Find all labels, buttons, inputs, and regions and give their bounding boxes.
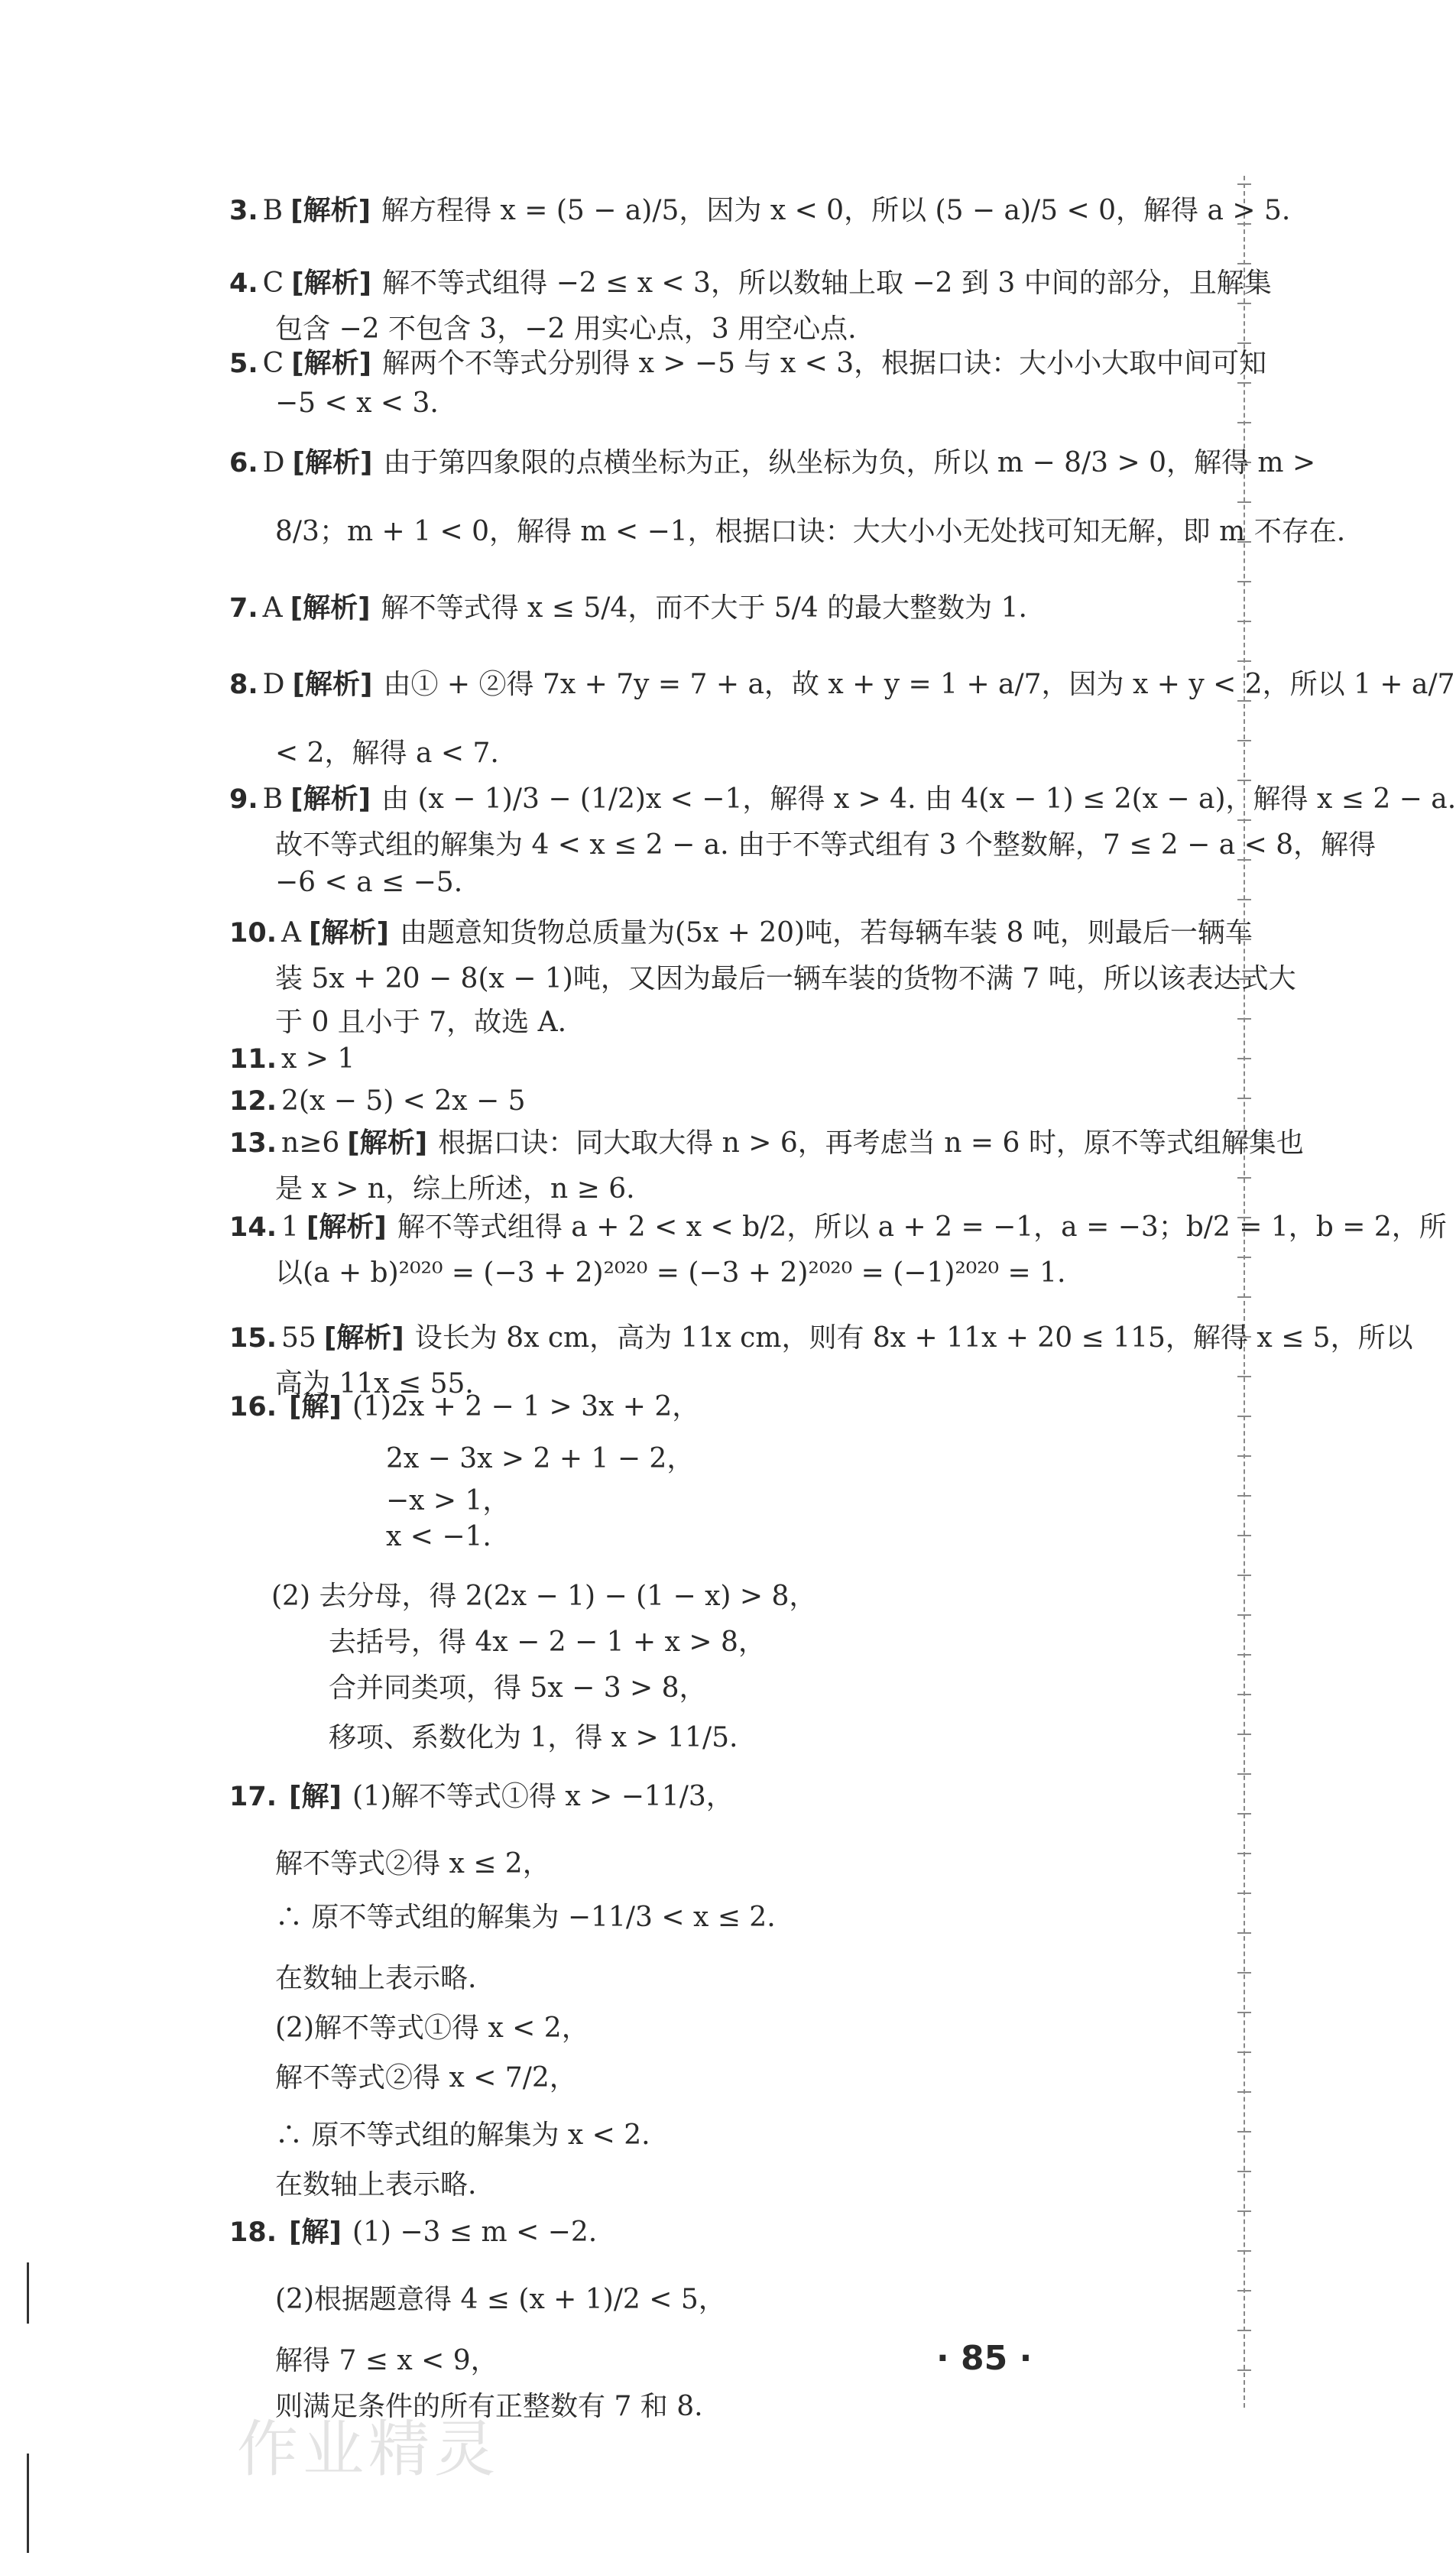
- solution-line: (2)根据题意得 4 ≤ (x + 1)/2 < 5，: [275, 2284, 726, 2315]
- answer-choice: A: [262, 592, 283, 624]
- answer-choice: C: [262, 348, 284, 379]
- cut-tick: [1237, 1972, 1251, 1974]
- solution-line: 2x − 3x > 2 + 1 − 2，: [386, 1443, 695, 1474]
- analysis-tag: [解析]: [291, 348, 372, 379]
- cut-tick: [1237, 2012, 1251, 2013]
- cut-tick: [1237, 303, 1251, 304]
- cut-tick: [1237, 1654, 1251, 1656]
- cut-tick: [1237, 700, 1251, 702]
- cut-tick: [1237, 1893, 1251, 1894]
- analysis-continuation: −5 < x < 3.: [275, 388, 439, 419]
- solution-line: (2) 去分母，得 2(2x − 1) − (1 − x) > 8，: [271, 1581, 817, 1612]
- analysis-continuation: 8/3；m + 1 < 0，解得 m < −1，根据口诀：大大小小无处找可知无解，即 m 不存在.: [275, 516, 1346, 547]
- cut-tick: [1237, 740, 1251, 741]
- question-number: 15.: [229, 1323, 277, 1354]
- question-number: 13.: [229, 1128, 277, 1159]
- analysis-text: 解两个不等式分别得 x > −5 与 x < 3，根据口诀：大小小大取中间可知: [382, 348, 1267, 379]
- analysis-tag: [解析]: [290, 592, 371, 624]
- cut-tick: [1237, 2171, 1251, 2172]
- answer-item: [229, 443, 1316, 483]
- solution-line: (2)解不等式①得 x < 2，: [275, 2013, 589, 2044]
- solution-line: 解不等式②得 x ≤ 2，: [275, 1848, 550, 1880]
- answer-item: [229, 264, 1272, 303]
- analysis-tag: [解析]: [290, 783, 371, 815]
- cut-tick: [1237, 1018, 1251, 1020]
- analysis-text: 根据口诀：同大取大得 n > 6，再考虑当 n = 6 时，原不等式组解集也: [438, 1127, 1304, 1159]
- analysis-tag: [解析]: [290, 195, 371, 226]
- solution-line: 合并同类项，得 5x − 3 > 8，: [329, 1672, 707, 1704]
- cut-tick: [1237, 1296, 1251, 1298]
- answer-item: [229, 1082, 1238, 1121]
- analysis-text: 解方程得 x = (5 − a)/5，因为 x < 0，所以 (5 − a)/5 < 0，解得 a > 5.: [381, 195, 1291, 226]
- binding-mark: [27, 2454, 29, 2553]
- analysis-tag: [解析]: [292, 447, 373, 478]
- cut-tick: [1237, 1376, 1251, 1377]
- answer-choice: A: [281, 917, 302, 949]
- analysis-continuation: 故不等式组的解集为 4 < x ≤ 2 − a. 由于不等式组有 3 个整数解，7 ≤ 2 − a < 8，解得: [275, 829, 1377, 861]
- solution-line: 移项、系数化为 1，得 x > 11/5.: [329, 1722, 738, 1753]
- cut-tick: [1237, 263, 1251, 264]
- answer-item: [229, 780, 1456, 819]
- cut-tick: [1237, 2131, 1251, 2133]
- answer-choice: B: [262, 195, 284, 226]
- analysis-text: 由 (x − 1)/3 − (1/2)x < −1，解得 x > 4. 由 4(x − 1) ≤ 2(x − a)，解得 x ≤ 2 − a.: [381, 783, 1456, 815]
- cut-tick: [1237, 1734, 1251, 1735]
- cut-tick: [1237, 1773, 1251, 1775]
- cut-tick: [1237, 1575, 1251, 1576]
- question-number: 10.: [229, 918, 277, 949]
- cut-tick: [1237, 1614, 1251, 1616]
- analysis-continuation: < 2，解得 a < 7.: [275, 738, 499, 769]
- analysis-tag: [解析]: [347, 1127, 428, 1159]
- answer-choice: 1: [281, 1211, 299, 1243]
- cut-tick: [1237, 2369, 1251, 2371]
- question-number: 12.: [229, 1086, 277, 1117]
- question-number: 3.: [229, 196, 258, 226]
- answer-17: 17. [解] (1)解不等式①得 x > −11/3，: [229, 1781, 734, 1812]
- analysis-text: 解不等式组得 −2 ≤ x < 3，所以数轴上取 −2 到 3 中间的部分，且解集: [382, 268, 1272, 299]
- analysis-tag: [解析]: [306, 1211, 387, 1243]
- answer-item: [229, 665, 1455, 705]
- analysis-continuation: 装 5x + 20 − 8(x − 1)吨，又因为最后一辆车装的货物不满 7 吨，所以该表达式大: [275, 963, 1296, 994]
- solution-line: ∴ 原不等式组的解集为 x < 2.: [275, 2120, 650, 2151]
- cut-tick: [1237, 1932, 1251, 1934]
- cut-tick: [1237, 1455, 1251, 1457]
- cut-tick: [1237, 183, 1251, 185]
- cut-tick: [1237, 859, 1251, 861]
- question-number: 14.: [229, 1212, 277, 1243]
- answer-item: [229, 1318, 1413, 1358]
- question-number: 5.: [229, 349, 258, 379]
- answer-item: [229, 191, 1291, 231]
- analysis-tag: [解析]: [323, 1322, 404, 1354]
- question-number: 11.: [229, 1044, 277, 1075]
- cut-tick: [1237, 660, 1251, 662]
- cut-tick: [1237, 819, 1251, 821]
- solution-line: 解得 7 ≤ x < 9，: [275, 2345, 498, 2376]
- cut-tick: [1237, 1058, 1251, 1059]
- cut-tick: [1237, 1853, 1251, 1854]
- analysis-continuation: 是 x > n，综上所述，n ≥ 6.: [275, 1173, 635, 1205]
- cut-tick: [1237, 1813, 1251, 1815]
- cut-tick: [1237, 382, 1251, 384]
- analysis-text: 设长为 8x cm，高为 11x cm，则有 8x + 11x + 20 ≤ 115，解得 x ≤ 5，所以: [414, 1322, 1413, 1354]
- cut-tick: [1237, 978, 1251, 980]
- answer-item: [229, 1040, 1238, 1079]
- question-number: 8.: [229, 670, 258, 700]
- solution-line: 去括号，得 4x − 2 − 1 + x > 8，: [329, 1627, 766, 1658]
- answer-choice: 2(x − 5) < 2x − 5: [281, 1085, 526, 1117]
- cut-tick: [1237, 1535, 1251, 1536]
- analysis-continuation: 以(a + b)²⁰²⁰ = (−3 + 2)²⁰²⁰ = (−3 + 2)²⁰²⁰ = (−1)²⁰²⁰ = 1.: [275, 1257, 1066, 1289]
- question-number: 9.: [229, 784, 258, 815]
- cut-tick: [1237, 1137, 1251, 1139]
- analysis-tag: [解析]: [292, 669, 373, 700]
- cut-tick: [1237, 581, 1251, 582]
- answer-item: [229, 344, 1267, 384]
- answer-item: [229, 913, 1253, 953]
- analysis-text: 解不等式组得 a + 2 < x < b/2，所以 a + 2 = −1，a = −3；b/2 = 1，b = 2，所: [397, 1211, 1447, 1243]
- cut-tick: [1237, 501, 1251, 503]
- analysis-tag: [解析]: [291, 268, 372, 299]
- analysis-text: 解不等式得 x ≤ 5/4，而不大于 5/4 的最大整数为 1.: [381, 592, 1027, 624]
- solution-line: 则满足条件的所有正整数有 7 和 8.: [275, 2391, 703, 2422]
- answer-18: 18. [解] (1) −3 ≤ m < −2.: [229, 2217, 598, 2248]
- cut-tick: [1237, 2210, 1251, 2212]
- cut-tick: [1237, 2250, 1251, 2252]
- cut-tick: [1237, 1217, 1251, 1218]
- cut-tick: [1237, 1257, 1251, 1258]
- cut-tick: [1237, 1694, 1251, 1695]
- answer-choice: x > 1: [281, 1043, 355, 1075]
- solution-line: 在数轴上表示略.: [275, 2169, 477, 2201]
- analysis-continuation: 高为 11x ≤ 55.: [275, 1368, 474, 1400]
- analysis-continuation: 包含 −2 不包含 3，−2 用实心点，3 用空心点.: [275, 313, 857, 345]
- cut-tick: [1237, 621, 1251, 622]
- answer-choice: C: [262, 268, 284, 299]
- answer-item: [229, 1208, 1447, 1247]
- question-number: 7.: [229, 593, 258, 624]
- watermark: 作业精灵: [237, 2414, 500, 2485]
- cut-tick: [1237, 422, 1251, 423]
- cut-tick: [1237, 2051, 1251, 2053]
- cut-tick: [1237, 2290, 1251, 2291]
- question-number: 6.: [229, 448, 258, 478]
- analysis-text: 由题意知货物总质量为(5x + 20)吨，若每辆车装 8 吨，则最后一辆车: [399, 917, 1253, 949]
- binding-mark: [27, 2262, 29, 2324]
- analysis-text: 由于第四象限的点横坐标为正，纵坐标为负，所以 m − 8/3 > 0，解得 m >: [383, 447, 1316, 478]
- solution-line: 在数轴上表示略.: [275, 1963, 477, 1994]
- analysis-text: 由① + ②得 7x + 7y = 7 + a，故 x + y = 1 + a/7，因为 x + y < 2，所以 1 + a/7: [383, 669, 1455, 700]
- cut-tick: [1237, 899, 1251, 900]
- answer-16: 16. [解] (1)2x + 2 − 1 > 3x + 2，: [229, 1391, 700, 1422]
- question-number: 4.: [229, 268, 258, 299]
- cut-tick: [1237, 541, 1251, 543]
- answer-choice: D: [262, 447, 285, 478]
- cut-tick: [1237, 342, 1251, 344]
- answer-item: [229, 589, 1238, 628]
- answer-choice: B: [262, 783, 284, 815]
- answer-choice: 55: [281, 1322, 316, 1354]
- cut-tick: [1237, 223, 1251, 225]
- cut-tick: [1237, 1416, 1251, 1417]
- cut-tick: [1237, 1495, 1251, 1497]
- cut-tick: [1237, 780, 1251, 781]
- analysis-continuation: 于 0 且小于 7，故选 A.: [275, 1007, 567, 1038]
- analysis-tag: [解析]: [309, 917, 389, 949]
- solution-line: −x > 1，: [386, 1485, 511, 1516]
- answer-item: [229, 1124, 1304, 1163]
- answer-choice: D: [262, 669, 285, 700]
- cut-tick: [1237, 462, 1251, 463]
- cut-tick: [1237, 2330, 1251, 2331]
- solution-line: ∴ 原不等式组的解集为 −11/3 < x ≤ 2.: [275, 1902, 776, 1933]
- cut-tick: [1237, 1098, 1251, 1099]
- cut-tick: [1237, 2091, 1251, 2093]
- analysis-continuation: −6 < a ≤ −5.: [275, 867, 463, 898]
- answer-choice: n≥6: [281, 1127, 340, 1159]
- cut-tick: [1237, 1177, 1251, 1179]
- page-number: · 85 ·: [936, 2339, 1033, 2378]
- cut-tick: [1237, 1336, 1251, 1338]
- solution-line: 解不等式②得 x < 7/2，: [275, 2062, 577, 2094]
- cut-tick: [1237, 939, 1251, 940]
- solution-line: x < −1.: [386, 1521, 491, 1552]
